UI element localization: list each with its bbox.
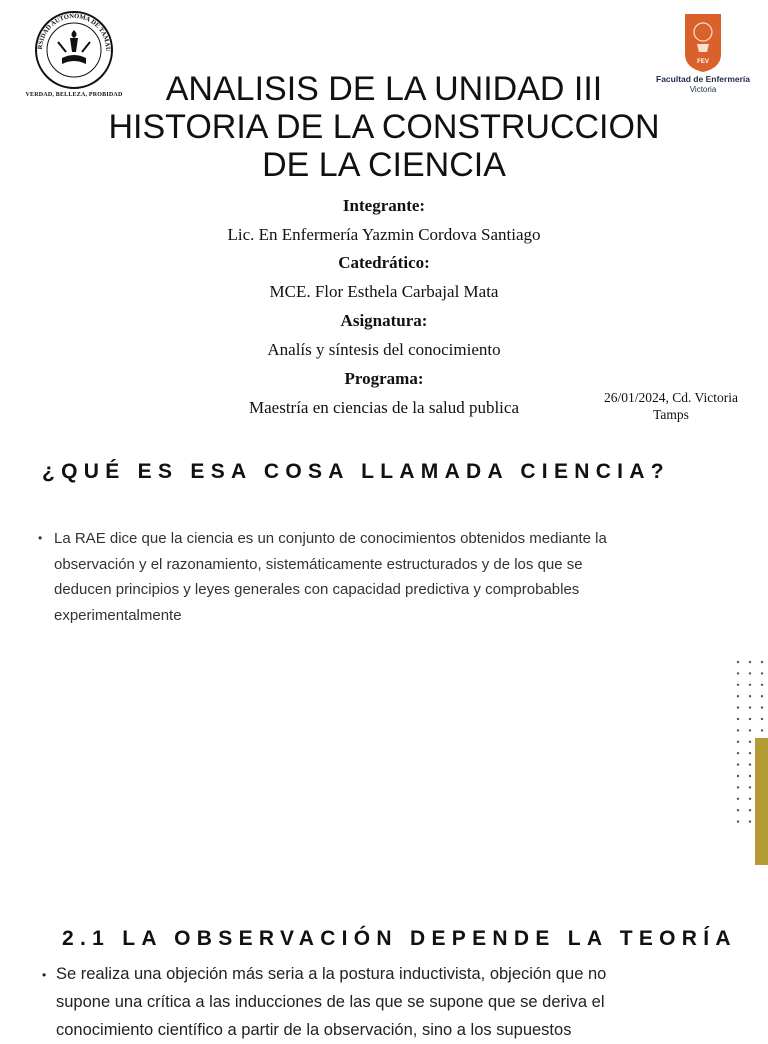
decor-dot [749,786,751,788]
bullet-icon: • [38,531,43,545]
decor-dot [737,695,739,697]
objection-paragraph [42,960,696,1044]
title-line: ANALISIS DE LA UNIDAD III [165,70,603,108]
bullet-icon: • [42,968,47,982]
decor-dot [737,741,739,743]
catedratico-label: Catedrático: [338,253,430,272]
decor-dot [749,706,751,708]
decor-dot [737,786,739,788]
definition-paragraph [38,526,678,628]
faculty-shield-icon [656,12,750,74]
section-heading-observacion: 2.1 LA OBSERVACIÓN DEPENDE LA TEORÍA [62,927,737,950]
decor-dot [749,775,751,777]
decor-dot [761,718,763,720]
decor-dot [749,684,751,686]
decor-dot [761,695,763,697]
decor-dot [737,763,739,765]
date-location [594,389,748,423]
svg-text:FEV: FEV [697,59,709,65]
programa-label: Programa: [344,369,424,388]
date-line: Tamps [653,407,689,422]
decor-dot [737,684,739,686]
decor-dot [737,820,739,822]
decor-dot [749,752,751,754]
catedratico-value: MCE. Flor Esthela Carbajal Mata [269,282,499,301]
date-line: 26/01/2024, Cd. Victoria [604,390,738,405]
decor-dot [749,729,751,731]
decor-dot [749,672,751,674]
faculty-city: Victoria [689,85,717,94]
decor-dot [749,820,751,822]
integrante-value: Lic. En Enfermería Yazmin Cordova Santiago [227,225,541,244]
decor-dot [737,798,739,800]
decor-dot [761,661,763,663]
faculty-name: Facultad de Enfermería [656,74,751,84]
decor-dot [737,661,739,663]
decor-dot [761,684,763,686]
decor-dot [761,729,763,731]
paragraph-line: deducen principios y leyes generales con capacidad predictiva y comprobables [54,581,580,598]
decor-dot [749,695,751,697]
gold-accent-bar [755,738,768,865]
asignatura-value: Analís y síntesis del conocimiento [267,340,501,359]
paragraph-line: observación y el razonamiento, sistemáticamente estructurados y de los que se [54,555,583,573]
title-line: DE LA CIENCIA [262,146,506,184]
decor-dot [761,706,763,708]
paragraph-line: La RAE dice que la ciencia es un conjunto de conocimientos obtenidos mediante la [54,530,607,547]
decor-dot [737,718,739,720]
asignatura-label: Asignatura: [340,311,428,330]
decor-dot [749,809,751,811]
decor-dot [749,741,751,743]
decor-dot [749,763,751,765]
title-line: HISTORIA DE LA CONSTRUCCION [108,108,660,146]
page-title [60,70,708,184]
decor-dot [749,661,751,663]
decor-dot [737,775,739,777]
svg-text:UNIVERSIDAD AUTONOMA DE TAMAUL: RSIDAD AUTONOMA DE TAMAU [36,12,112,52]
paragraph-line: supone una crítica a las inducciones de las que se supone que se deriva el [56,993,605,1011]
decor-dot [737,706,739,708]
programa-value: Maestría en ciencias de la salud publica [249,398,519,417]
integrante-label: Integrante: [342,196,426,215]
decor-dot [749,718,751,720]
paragraph-line: experimentalmente [54,606,182,624]
university-motto: VERDAD, BELLEZA, PROBIDAD [25,92,123,98]
decor-dot [761,672,763,674]
decor-dot [737,672,739,674]
decor-dot [737,752,739,754]
decor-dot [749,798,751,800]
decor-dot [737,809,739,811]
paragraph-line: Se realiza una objeción más seria a la postura inductivista, objeción que no [56,965,607,983]
section-heading-ciencia: ¿QUÉ ES ESA COSA LLAMADA CIENCIA? [42,460,670,483]
decor-dot [737,729,739,731]
paragraph-line: conocimiento científico a partir de la observación, sino a los supuestos [56,1021,572,1039]
